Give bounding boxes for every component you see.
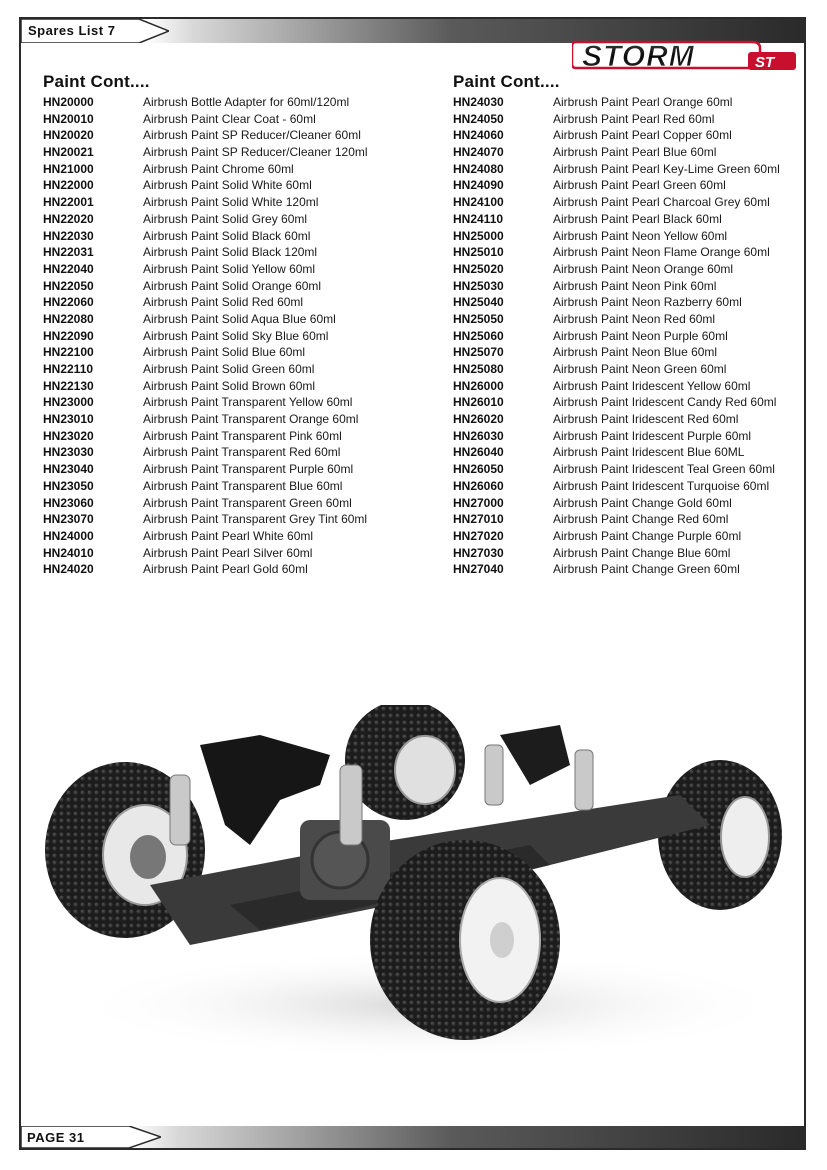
part-code: HN25080 xyxy=(453,362,504,376)
part-row xyxy=(453,328,780,345)
part-code: HN22000 xyxy=(43,178,94,193)
part-code: HN23020 xyxy=(43,428,94,443)
part-code: HN26060 xyxy=(453,478,504,493)
part-description: Airbrush Paint Neon Flame Orange 60ml xyxy=(553,245,770,260)
part-description: Airbrush Paint Iridescent Candy Red 60ml xyxy=(553,395,777,410)
part-description: Airbrush Paint Neon Orange 60ml xyxy=(553,261,734,276)
part-description: Airbrush Paint Iridescent Purple 60ml xyxy=(553,428,752,443)
part-code: HN27040 xyxy=(453,562,504,577)
part-code: HN22110 xyxy=(43,362,94,376)
part-code: HN25020 xyxy=(453,261,504,276)
part-code: HN20000 xyxy=(43,95,94,109)
part-code: HN20010 xyxy=(43,111,94,126)
part-description: Airbrush Paint Clear Coat - 60ml xyxy=(143,111,316,126)
part-description: Airbrush Paint Pearl Copper 60ml xyxy=(553,128,732,143)
part-row xyxy=(453,177,780,194)
part-description: Airbrush Paint Pearl Black 60ml xyxy=(553,211,722,226)
part-row xyxy=(43,311,368,328)
part-description: Airbrush Paint Change Blue 60ml xyxy=(553,545,731,560)
part-code: HN27030 xyxy=(453,545,504,560)
part-code: HN27010 xyxy=(453,512,504,527)
part-code: HN22031 xyxy=(43,245,94,260)
part-description: Airbrush Paint Pearl Green 60ml xyxy=(553,178,726,193)
part-row xyxy=(453,511,780,528)
part-row xyxy=(43,94,368,111)
part-row xyxy=(43,111,368,128)
part-row xyxy=(453,444,780,461)
part-code: HN27000 xyxy=(453,495,504,510)
part-description: Airbrush Paint Transparent Pink 60ml xyxy=(143,428,342,443)
part-row xyxy=(453,228,780,245)
part-description: Airbrush Paint Solid Brown 60ml xyxy=(143,378,316,393)
part-code: HN25070 xyxy=(453,345,504,360)
part-code: HN23010 xyxy=(43,412,94,427)
part-description: Airbrush Paint Transparent Blue 60ml xyxy=(143,478,343,493)
part-description: Airbrush Paint Transparent Orange 60ml xyxy=(143,412,359,427)
part-code: HN23050 xyxy=(43,478,94,493)
part-description: Airbrush Paint Pearl Blue 60ml xyxy=(553,145,717,160)
part-row xyxy=(43,478,368,495)
part-description: Airbrush Paint Solid White 120ml xyxy=(143,195,319,210)
part-code: HN24090 xyxy=(453,178,504,193)
part-description: Airbrush Paint SP Reducer/Cleaner 120ml xyxy=(143,145,368,160)
part-code: HN26050 xyxy=(453,462,504,477)
part-row xyxy=(43,528,368,545)
part-description: Airbrush Paint Pearl Key-Lime Green 60ml xyxy=(553,161,780,176)
part-code: HN20020 xyxy=(43,128,94,143)
part-row xyxy=(453,294,780,311)
part-row xyxy=(453,394,780,411)
part-description: Airbrush Paint Transparent Green 60ml xyxy=(143,495,352,510)
part-code: HN23040 xyxy=(43,462,94,477)
part-row xyxy=(43,511,368,528)
part-description: Airbrush Paint Iridescent Turquoise 60ml xyxy=(553,478,770,493)
part-code: HN26010 xyxy=(453,395,504,410)
part-row xyxy=(453,278,780,295)
part-description: Airbrush Paint Iridescent Teal Green 60ml xyxy=(553,462,775,477)
part-code: HN24100 xyxy=(453,195,504,210)
part-row xyxy=(453,461,780,478)
part-row xyxy=(43,161,368,178)
part-description: Airbrush Paint Pearl Silver 60ml xyxy=(143,545,313,560)
left-parts-list xyxy=(43,94,368,578)
part-description: Airbrush Paint Solid Black 60ml xyxy=(143,228,311,243)
part-code: HN26030 xyxy=(453,428,504,443)
part-row xyxy=(43,428,368,445)
part-description: Airbrush Bottle Adapter for 60ml/120ml xyxy=(143,95,350,109)
right-column-heading: Paint Cont.... xyxy=(453,72,560,91)
part-row xyxy=(453,478,780,495)
part-code: HN23030 xyxy=(43,445,94,460)
part-row xyxy=(43,244,368,261)
part-row xyxy=(453,428,780,445)
logo-suffix: ST xyxy=(755,54,775,71)
part-code: HN22100 xyxy=(43,345,94,360)
part-description: Airbrush Paint Solid Grey 60ml xyxy=(143,211,308,226)
part-description: Airbrush Paint Neon Razberry 60ml xyxy=(553,295,742,310)
part-row xyxy=(453,211,780,228)
part-row xyxy=(453,161,780,178)
part-description: Airbrush Paint Solid Green 60ml xyxy=(143,362,315,376)
part-row xyxy=(43,444,368,461)
part-code: HN24000 xyxy=(43,528,94,543)
part-row xyxy=(43,561,368,578)
part-row xyxy=(43,328,368,345)
part-code: HN22090 xyxy=(43,328,94,343)
part-code: HN24070 xyxy=(453,145,504,160)
part-row xyxy=(43,545,368,562)
part-description: Airbrush Paint Pearl White 60ml xyxy=(143,528,314,543)
left-parts-column xyxy=(43,72,368,578)
part-row xyxy=(43,127,368,144)
part-description: Airbrush Paint Pearl Gold 60ml xyxy=(143,562,308,577)
part-description: Airbrush Paint Neon Green 60ml xyxy=(553,362,727,376)
part-code: HN24060 xyxy=(453,128,504,143)
part-description: Airbrush Paint Pearl Red 60ml xyxy=(553,111,715,126)
logo-text: STORM xyxy=(582,40,695,72)
part-description: Airbrush Paint Neon Purple 60ml xyxy=(553,328,728,343)
part-description: Airbrush Paint Solid Red 60ml xyxy=(143,295,304,310)
part-row xyxy=(43,144,368,161)
part-row xyxy=(43,211,368,228)
part-description: Airbrush Paint Transparent Purple 60ml xyxy=(143,462,354,477)
part-code: HN24020 xyxy=(43,562,94,577)
part-description: Airbrush Paint Neon Pink 60ml xyxy=(553,278,717,293)
part-code: HN22040 xyxy=(43,261,94,276)
part-code: HN22080 xyxy=(43,311,94,326)
part-row xyxy=(43,461,368,478)
part-row xyxy=(453,411,780,428)
part-row xyxy=(453,495,780,512)
part-code: HN26000 xyxy=(453,378,504,393)
part-description: Airbrush Paint Pearl Orange 60ml xyxy=(553,95,733,109)
part-description: Airbrush Paint Neon Red 60ml xyxy=(553,311,716,326)
part-code: HN26020 xyxy=(453,412,504,427)
part-description: Airbrush Paint Neon Yellow 60ml xyxy=(553,228,728,243)
part-description: Airbrush Paint Change Red 60ml xyxy=(553,512,729,527)
part-row xyxy=(43,278,368,295)
part-code: HN25040 xyxy=(453,295,504,310)
right-parts-column xyxy=(453,72,780,578)
part-code: HN26040 xyxy=(453,445,504,460)
part-row xyxy=(43,495,368,512)
part-description: Airbrush Paint Iridescent Red 60ml xyxy=(553,412,739,427)
part-code: HN22050 xyxy=(43,278,94,293)
part-row xyxy=(453,261,780,278)
part-description: Airbrush Paint SP Reducer/Cleaner 60ml xyxy=(143,128,361,143)
part-description: Airbrush Paint Change Green 60ml xyxy=(553,562,740,577)
part-code: HN23070 xyxy=(43,512,94,527)
part-code: HN22060 xyxy=(43,295,94,310)
part-description: Airbrush Paint Solid Blue 60ml xyxy=(143,345,306,360)
part-row xyxy=(43,361,368,378)
part-description: Airbrush Paint Solid Yellow 60ml xyxy=(143,261,316,276)
section-title: Spares List 7 xyxy=(28,23,116,38)
part-row xyxy=(43,294,368,311)
part-code: HN25010 xyxy=(453,245,504,260)
left-column-heading: Paint Cont.... xyxy=(43,72,150,91)
part-description: Airbrush Paint Transparent Yellow 60ml xyxy=(143,395,353,410)
part-code: HN23000 xyxy=(43,395,94,410)
part-row xyxy=(43,228,368,245)
part-code: HN21000 xyxy=(43,161,94,176)
part-code: HN22020 xyxy=(43,211,94,226)
part-row xyxy=(43,411,368,428)
part-description: Airbrush Paint Transparent Red 60ml xyxy=(143,445,341,460)
part-row xyxy=(43,261,368,278)
part-code: HN24010 xyxy=(43,545,94,560)
part-description: Airbrush Paint Chrome 60ml xyxy=(143,161,294,176)
part-code: HN24110 xyxy=(453,211,504,226)
part-description: Airbrush Paint Change Gold 60ml xyxy=(553,495,732,510)
part-row xyxy=(453,361,780,378)
part-row xyxy=(43,177,368,194)
part-description: Airbrush Paint Solid Sky Blue 60ml xyxy=(143,328,329,343)
part-row xyxy=(453,111,780,128)
part-row xyxy=(43,194,368,211)
part-row xyxy=(453,545,780,562)
part-code: HN24050 xyxy=(453,111,504,126)
part-code: HN25000 xyxy=(453,228,504,243)
part-row xyxy=(453,127,780,144)
part-code: HN25060 xyxy=(453,328,504,343)
part-row xyxy=(453,311,780,328)
part-code: HN24030 xyxy=(453,95,504,109)
page-number: PAGE 31 xyxy=(27,1130,85,1145)
part-code: HN27020 xyxy=(453,528,504,543)
part-description: Airbrush Paint Solid Aqua Blue 60ml xyxy=(143,311,336,326)
part-description: Airbrush Paint Pearl Charcoal Grey 60ml xyxy=(553,195,770,210)
part-row xyxy=(453,244,780,261)
part-description: Airbrush Paint Change Purple 60ml xyxy=(553,528,742,543)
part-description: Airbrush Paint Transparent Grey Tint 60ml xyxy=(143,512,368,527)
part-description: Airbrush Paint Neon Blue 60ml xyxy=(553,345,718,360)
part-row xyxy=(453,144,780,161)
part-code: HN22001 xyxy=(43,195,94,210)
part-row xyxy=(453,344,780,361)
part-row xyxy=(453,378,780,395)
part-code: HN23060 xyxy=(43,495,94,510)
part-description: Airbrush Paint Solid Black 120ml xyxy=(143,245,318,260)
part-code: HN20021 xyxy=(43,145,94,160)
part-code: HN22130 xyxy=(43,378,94,393)
right-parts-list xyxy=(453,94,780,578)
part-description: Airbrush Paint Iridescent Blue 60ML xyxy=(553,445,745,460)
part-row xyxy=(453,94,780,111)
part-code: HN25050 xyxy=(453,311,504,326)
part-row xyxy=(453,194,780,211)
part-description: Airbrush Paint Solid Orange 60ml xyxy=(143,278,322,293)
part-row xyxy=(453,561,780,578)
part-code: HN25030 xyxy=(453,278,504,293)
part-row xyxy=(43,394,368,411)
rc-truggy-chassis-photo xyxy=(30,705,795,1085)
part-row xyxy=(43,378,368,395)
part-code: HN24080 xyxy=(453,161,504,176)
part-row xyxy=(453,528,780,545)
storm-st-logo xyxy=(572,38,800,72)
part-description: Airbrush Paint Iridescent Yellow 60ml xyxy=(553,378,751,393)
part-description: Airbrush Paint Solid White 60ml xyxy=(143,178,312,193)
part-code: HN22030 xyxy=(43,228,94,243)
part-row xyxy=(43,344,368,361)
